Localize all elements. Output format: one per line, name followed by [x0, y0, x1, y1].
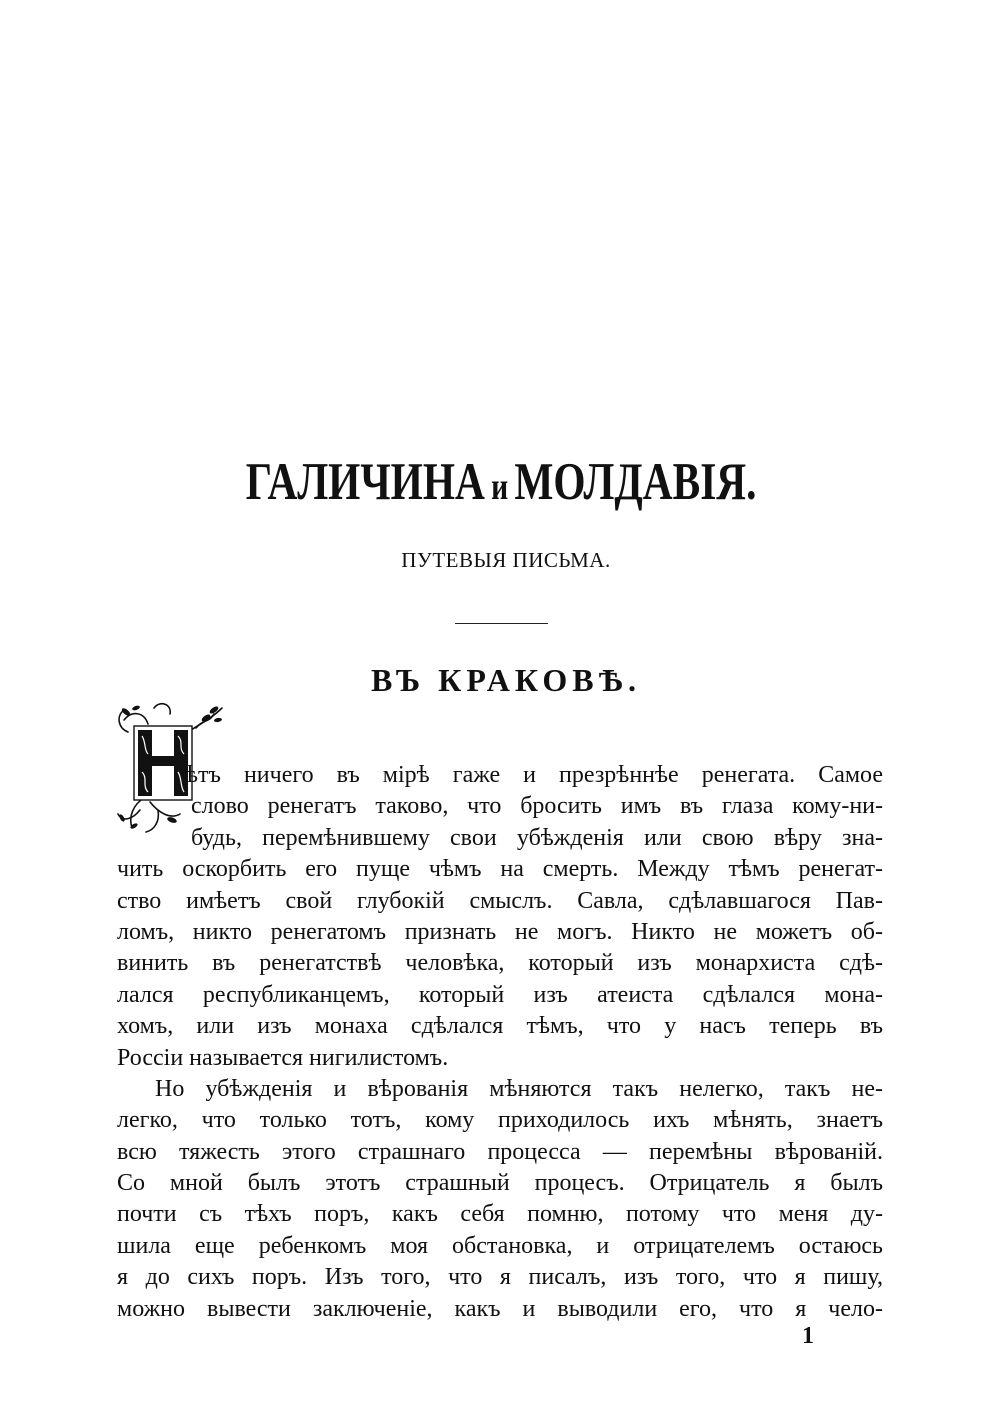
text-line: винить въ ренегатствѣ человѣка, который изъ монархиста сдѣ-	[117, 950, 883, 977]
text-line: шила еще ребенкомъ моя обстановка, и отрицателемъ остаюсь	[117, 1232, 883, 1259]
text-line: я до сихъ поръ. Изъ того, что я писалъ, изъ того, что я пишу,	[117, 1264, 883, 1291]
text-line: ство имѣетъ свой глубокій смыслъ. Савла, сдѣлавшагося Пав-	[117, 887, 883, 914]
text-line: хомъ, или изъ монаха сдѣлался тѣмъ, что у насъ теперь въ	[117, 1013, 883, 1040]
subtitle: ПУТЕВЫЯ ПИСЬМА.	[401, 548, 611, 572]
title-conjunction: и	[491, 466, 509, 508]
chapter-title: ВЪ КРАКОВѢ.	[371, 662, 641, 698]
title-part-moldavia: МОЛДАВІЯ.	[514, 453, 757, 511]
text-line: всю тяжесть этого страшнаго процесса — перемѣны вѣрованій.	[117, 1138, 883, 1165]
text-line: ѣтъ ничего въ мірѣ гаже и презрѣннѣе ренегата. Самое	[185, 762, 883, 788]
text-line: почти съ тѣхъ поръ, какъ себя помню, потому что меня ду-	[117, 1201, 883, 1228]
page-number: 1	[802, 1323, 814, 1349]
text-line: Но убѣжденія и вѣрованія мѣняются такъ нелегко, такъ не-	[155, 1075, 883, 1102]
text-line: Со мной былъ этотъ страшный процесъ. Отрицатель я былъ	[117, 1170, 883, 1197]
text-line: Россіи называется нигилистомъ.	[117, 1044, 449, 1071]
text-line: чить оскорбить его пуще чѣмъ на смерть. Между тѣмъ ренегат-	[117, 856, 883, 883]
text-line: легко, что только тотъ, кому приходилось ихъ мѣнять, знаетъ	[117, 1107, 883, 1134]
drop-cap-letter: Н	[157, 781, 169, 796]
body-text	[117, 760, 883, 1325]
book-title	[111, 452, 891, 512]
text-line: лался республиканцемъ, который изъ атеиста сдѣлался мона-	[117, 981, 883, 1008]
text-line: ломъ, никто ренегатомъ признать не могъ. Никто не можетъ об-	[117, 918, 883, 945]
text-line: будь, перемѣнившему свои убѣжденія или свою вѣру зна-	[191, 824, 883, 851]
title-part-galichina: ГАЛИЧИНА	[245, 453, 485, 511]
divider-rule	[455, 623, 548, 624]
text-line: слово ренегатъ таково, что бросить имъ въ глаза кому-ни-	[191, 793, 883, 820]
text-line: можно вывести заключеніе, какъ и выводили его, что я чело-	[117, 1295, 883, 1322]
